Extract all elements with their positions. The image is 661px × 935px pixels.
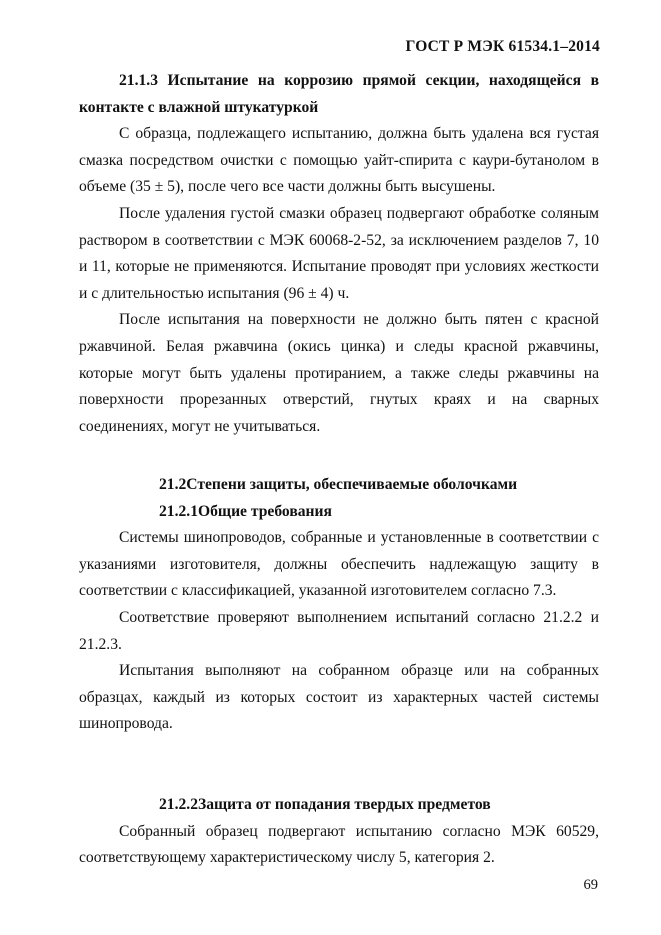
paragraph: После испытания на поверхности не должно быть пятен с красной ржавчиной. Белая ржавчина (окись цинка) и следы красной ржавчины, которые могут быть удалены протиранием, а также следы ржавчины на поверхности прорезанных отверстий, гнутых краях и на сварных соединениях, могут не учитываться. — [79, 311, 599, 435]
section-title: Общие требования — [197, 502, 332, 520]
paragraph: Испытания выполняют на собранном образце или на собранных образцах, каждый из которых состоит из характерных частей системы шинопровода. — [79, 662, 599, 733]
section-title: Защита от попадания твердых предметов — [197, 796, 491, 813]
page-number: 69 — [583, 877, 598, 893]
section-21-1-3-title: 21.1.3 Испытание на коррозию прямой секции, находящейся в контакте с влажной штукатуркой — [79, 72, 599, 116]
section-title: Степени защиты, обеспечиваемые оболочками — [186, 476, 518, 493]
section-21-2-heading — [79, 472, 599, 499]
section-number: 21.2.1 — [159, 502, 198, 520]
document-header: ГОСТ Р МЭК 61534.1–2014 — [405, 38, 600, 55]
paragraph: Собранный образец подвергают испытанию согласно МЭК 60529, соответствующему характеристическому числу 5, категория 2. — [79, 822, 599, 867]
section-21-2-1-heading — [79, 499, 599, 526]
paragraph: Системы шинопроводов, собранные и установленные в соответствии с указаниями изготовителя, должны обеспечить надлежащую защиту в соответствии с классификацией, указанной изготовителем согласно 7.3. — [79, 529, 599, 600]
section-number: 21.2.2 — [159, 796, 198, 813]
section-21-2-2 — [79, 792, 599, 872]
paragraph: Соответствие проверяют выполнением испытаний согласно 21.2.2 и 21.2.3. — [79, 608, 599, 653]
section-number: 21.2 — [159, 476, 187, 493]
paragraph: После удаления густой смазки образец подвергают обработке соляным раствором в соответствии с МЭК 60068-2-52, за исключением разделов 7, 10 и 11, которые не применяются. Испытание проводят при условиях жесткости и с длительностью испытания (96 ± 4) ч. — [79, 204, 599, 302]
section-21-1-3 — [79, 68, 599, 440]
section-21-2 — [79, 472, 599, 738]
paragraph: С образца, подлежащего испытанию, должна быть удалена вся густая смазка посредством очистки с помощью уайт-спирита с каури-бутанолом в объеме (35 ± 5), после чего все части должны быть высушены. — [79, 125, 599, 196]
section-21-2-2-heading — [79, 792, 599, 819]
